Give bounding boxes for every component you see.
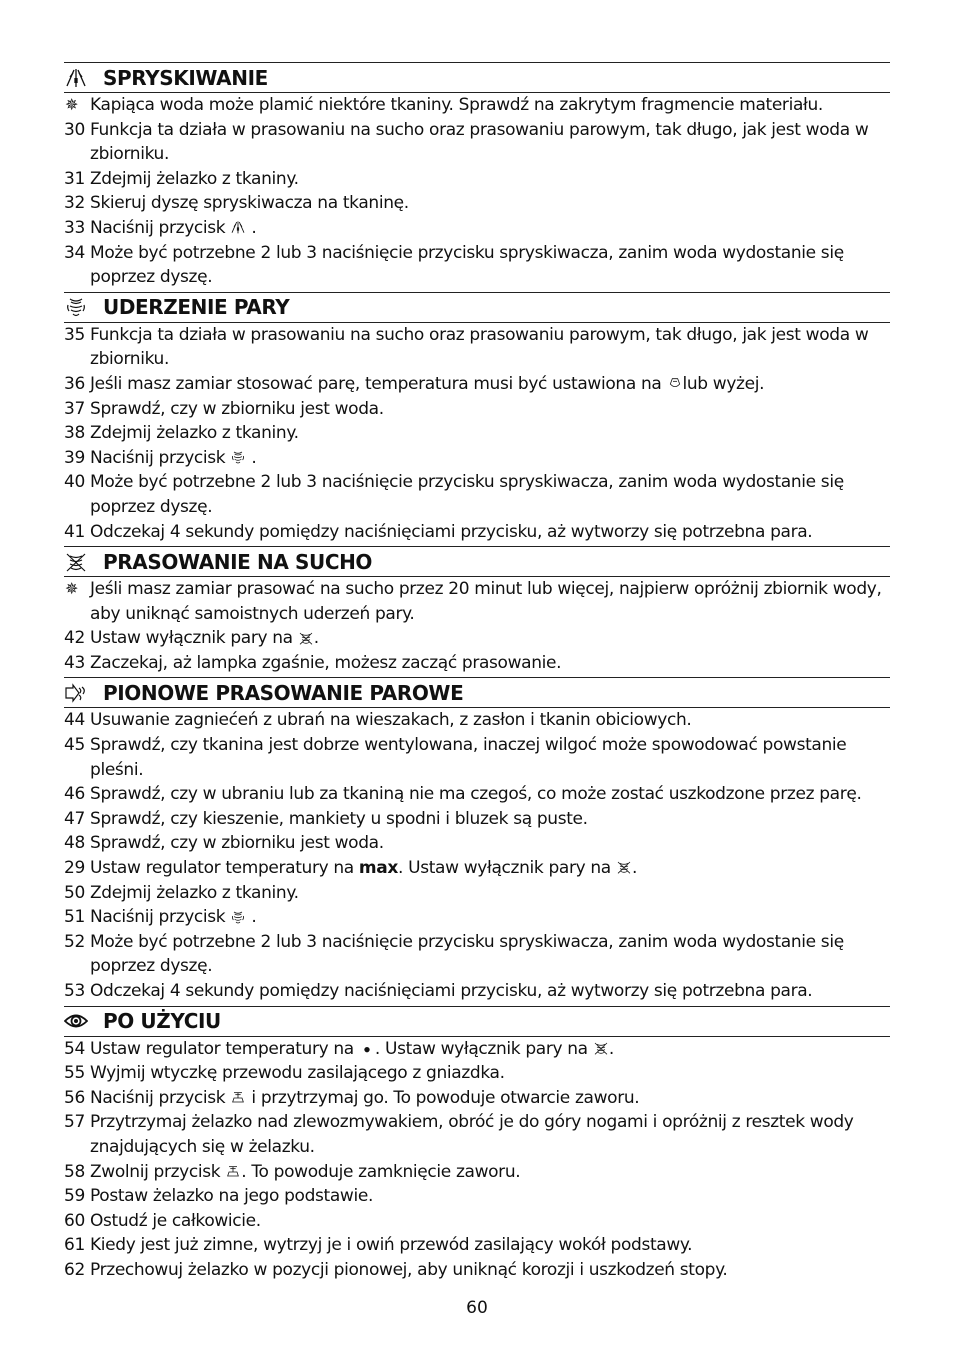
item-text: Postaw żelazko na jego podstawie.	[90, 1186, 374, 1207]
list-item	[64, 397, 890, 422]
item-text: Sprawdź, czy tkanina jest dobrze wentylowana, inaczej wilgoć może spowodować powstanie pleśni.	[90, 735, 847, 780]
item-text: Wyjmij wtyczkę przewodu zasilającego z gniazdka.	[90, 1063, 505, 1084]
step-number: 53	[64, 981, 85, 1001]
item-text: Może być potrzebne 2 lub 3 naciśnięcie przycisku spryskiwacza, zanim woda wydostanie się poprzez dyszę.	[90, 931, 844, 977]
steam-off-icon	[593, 1039, 609, 1055]
item-text: Jeśli masz zamiar stosować parę, temperatura musi być ustawiona na	[90, 373, 662, 394]
eye-icon	[64, 1010, 98, 1032]
section-title: PO UŻYCIU	[103, 1009, 221, 1034]
section-header	[64, 1006, 890, 1037]
item-text: Jeśli masz zamiar prasować na sucho przez 20 minut lub więcej, najpierw opróżnij zbiornik wody, aby uniknąć samoistnych uderzeń pary.	[90, 579, 882, 624]
section-header	[64, 292, 890, 323]
list-item	[64, 651, 890, 676]
item-text: Funkcja ta działa w prasowaniu na sucho oraz prasowaniu parowym, tak długo, jak jest woda w zbiorniku.	[90, 119, 869, 165]
item-text: Sprawdź, czy w zbiorniku jest woda.	[90, 833, 384, 854]
list-item	[64, 421, 890, 446]
item-text-after: i przytrzymaj go. To powoduje otwarcie zaworu.	[246, 1087, 640, 1108]
list-item	[64, 1037, 890, 1062]
item-text: Przechowuj żelazko w pozycji pionowej, aby uniknąć korozji i uszkodzeń stopy.	[90, 1259, 728, 1280]
item-text-after: . Ustaw wyłącznik pary na	[374, 1038, 588, 1059]
section-title: PIONOWE PRASOWANIE PAROWE	[103, 680, 464, 705]
list-item	[64, 1209, 890, 1234]
step-number: 59	[64, 1186, 85, 1207]
item-text-after: .	[246, 217, 257, 238]
instruction-list	[64, 93, 890, 290]
list-item	[64, 167, 890, 192]
list-item	[64, 241, 890, 290]
step-number: 38	[64, 423, 85, 444]
list-item	[64, 905, 890, 930]
step-number: 39	[64, 447, 85, 468]
item-text: Ustaw wyłącznik pary na	[90, 628, 293, 649]
list-item	[64, 191, 890, 216]
section-title: UDERZENIE PARY	[103, 295, 290, 320]
item-text: Sprawdź, czy w zbiorniku jest woda.	[90, 398, 384, 419]
step-number: 57	[64, 1112, 85, 1133]
item-text: Naciśnij przycisk	[90, 447, 226, 468]
warning-bullet: ✵	[65, 95, 79, 114]
list-item	[64, 881, 890, 906]
item-text: Funkcja ta działa w prasowaniu na sucho oraz prasowaniu parowym, tak długo, jak jest woda w zbiorniku.	[90, 324, 869, 370]
step-number: 36	[64, 373, 85, 394]
item-text: Zaczekaj, aż lampka zgaśnie, możesz zacząć prasowanie.	[90, 652, 562, 673]
list-item	[64, 626, 890, 651]
item-text: Sprawdź, czy kieszenie, mankiety u spodni i bluzek są puste.	[90, 808, 588, 829]
section-title: SPRYSKIWANIE	[103, 65, 268, 90]
item-text: . Ustaw wyłącznik pary na	[398, 858, 611, 879]
step-number: 50	[64, 882, 85, 903]
steam-off-icon	[298, 628, 314, 644]
step-number: 55	[64, 1063, 85, 1084]
item-text: Kiedy jest już zimne, wytrzyj je i owiń przewód zasilający wokół podstawy.	[90, 1235, 693, 1256]
instruction-list	[64, 1037, 890, 1283]
item-bold-text: max	[358, 858, 399, 879]
step-number: 51	[64, 907, 85, 928]
list-item	[64, 1061, 890, 1086]
step-number: 43	[64, 652, 85, 673]
item-text: Ostudź je całkowicie.	[90, 1210, 261, 1231]
step-number: 42	[64, 628, 85, 649]
step-number: 31	[64, 168, 85, 189]
step-number: 48	[64, 833, 85, 854]
steam-off-icon	[616, 858, 632, 874]
vertical-steam-icon	[64, 682, 98, 704]
steam-burst-icon	[230, 448, 246, 464]
section-title: PRASOWANIE NA SUCHO	[103, 549, 373, 574]
step-number: 30	[64, 119, 85, 140]
step-number: 40	[64, 472, 85, 493]
step-number: 46	[64, 784, 85, 805]
item-text-after: .	[608, 1038, 614, 1059]
instruction-list	[64, 323, 890, 544]
step-number: 29	[64, 858, 85, 879]
list-item	[64, 216, 890, 241]
instruction-list	[64, 577, 890, 675]
step-number: 60	[64, 1210, 85, 1231]
item-text: Może być potrzebne 2 lub 3 naciśnięcie przycisku spryskiwacza, zanim woda wydostanie się poprzez dyszę.	[90, 242, 844, 288]
list-item	[64, 1110, 890, 1159]
item-text: Odczekaj 4 sekundy pomiędzy naciśnięciami przycisku, aż wytworzy się potrzebna para.	[90, 981, 813, 1001]
list-item	[64, 93, 890, 118]
item-text: Zdejmij żelazko z tkaniny.	[90, 423, 299, 444]
item-text: Może być potrzebne 2 lub 3 naciśnięcie przycisku spryskiwacza, zanim woda wydostanie się poprzez dyszę.	[90, 472, 844, 517]
item-text: Naciśnij przycisk	[90, 907, 226, 928]
list-item	[64, 1160, 890, 1185]
step-number: 45	[64, 735, 85, 756]
section-header	[64, 62, 890, 93]
steam-off-icon	[64, 551, 98, 573]
list-item	[64, 323, 890, 372]
item-text-after: .	[631, 858, 637, 879]
step-number: 44	[64, 710, 85, 731]
dot-icon	[359, 1039, 375, 1055]
list-item	[64, 470, 890, 519]
list-item	[64, 1258, 890, 1283]
list-item	[64, 372, 890, 397]
item-text: Ustaw regulator temperatury na	[90, 858, 354, 879]
item-text-after: lub wyżej.	[682, 373, 765, 394]
list-item	[64, 1184, 890, 1209]
steam-burst-icon	[230, 907, 246, 923]
item-text: Zdejmij żelazko z tkaniny.	[90, 168, 299, 189]
instruction-list	[64, 708, 890, 1003]
item-text-after: . To powoduje zamknięcie zaworu.	[241, 1161, 521, 1182]
list-item	[64, 856, 890, 881]
step-number: 35	[64, 324, 85, 345]
item-text-after: .	[246, 907, 257, 928]
item-text: Ustaw regulator temperatury na	[90, 1038, 354, 1059]
list-item	[64, 831, 890, 856]
step-number: 34	[64, 242, 85, 263]
item-text: Zwolnij przycisk	[90, 1161, 221, 1182]
step-number: 52	[64, 931, 85, 952]
warning-bullet: ✵	[65, 579, 79, 599]
item-text: Odczekaj 4 sekundy pomiędzy naciśnięciami przycisku, aż wytworzy się potrzebna para.	[90, 521, 813, 542]
section-header	[64, 677, 890, 708]
list-item	[64, 118, 890, 167]
item-text: Zdejmij żelazko z tkaniny.	[90, 882, 299, 903]
manual-page	[64, 60, 890, 1283]
item-text: Skieruj dyszę spryskiwacza na tkaninę.	[90, 193, 409, 214]
section-header	[64, 546, 890, 577]
anti-calc-icon	[225, 1162, 241, 1178]
step-number: 47	[64, 808, 85, 829]
item-text: Kapiąca woda może plamić niektóre tkaniny. Sprawdź na zakrytym fragmencie materiału.	[90, 95, 823, 115]
item-text: Naciśnij przycisk	[90, 1087, 226, 1108]
item-text-after: .	[246, 447, 257, 468]
spray-icon	[230, 218, 246, 234]
list-item	[64, 807, 890, 832]
step-number: 54	[64, 1038, 85, 1059]
steam-burst-icon	[64, 296, 98, 318]
item-text: Naciśnij przycisk	[90, 217, 226, 238]
item-text-after: .	[313, 628, 319, 649]
page-number: 60	[466, 1298, 488, 1318]
list-item	[64, 930, 890, 979]
step-number: 37	[64, 398, 85, 419]
list-item	[64, 577, 890, 626]
item-text: Sprawdź, czy w ubraniu lub za tkaniną nie ma czegoś, co może zostać uszkodzone przez parę.	[90, 784, 862, 805]
list-item	[64, 520, 890, 545]
list-item	[64, 733, 890, 782]
step-number: 58	[64, 1161, 85, 1182]
step-number: 61	[64, 1235, 85, 1256]
item-text: Przytrzymaj żelazko nad zlewozmywakiem, obróć je do góry nogami i opróżnij z resztek wody znajdujących się w żelazku.	[90, 1112, 854, 1157]
item-text: Usuwanie zagniećeń z ubrań na wieszakach, z zasłon i tkanin obiciowych.	[90, 710, 692, 731]
step-number: 41	[64, 521, 85, 542]
step-number: 56	[64, 1087, 85, 1108]
step-number: 32	[64, 193, 85, 214]
anti-calc-icon	[230, 1088, 246, 1104]
list-item	[64, 708, 890, 733]
step-number: 62	[64, 1259, 85, 1280]
list-item	[64, 782, 890, 807]
temperature-setting-icon	[667, 374, 683, 390]
list-item	[64, 1086, 890, 1111]
list-item	[64, 446, 890, 471]
list-item	[64, 1233, 890, 1258]
spray-icon	[64, 67, 98, 89]
list-item	[64, 979, 890, 1004]
step-number: 33	[64, 217, 85, 238]
